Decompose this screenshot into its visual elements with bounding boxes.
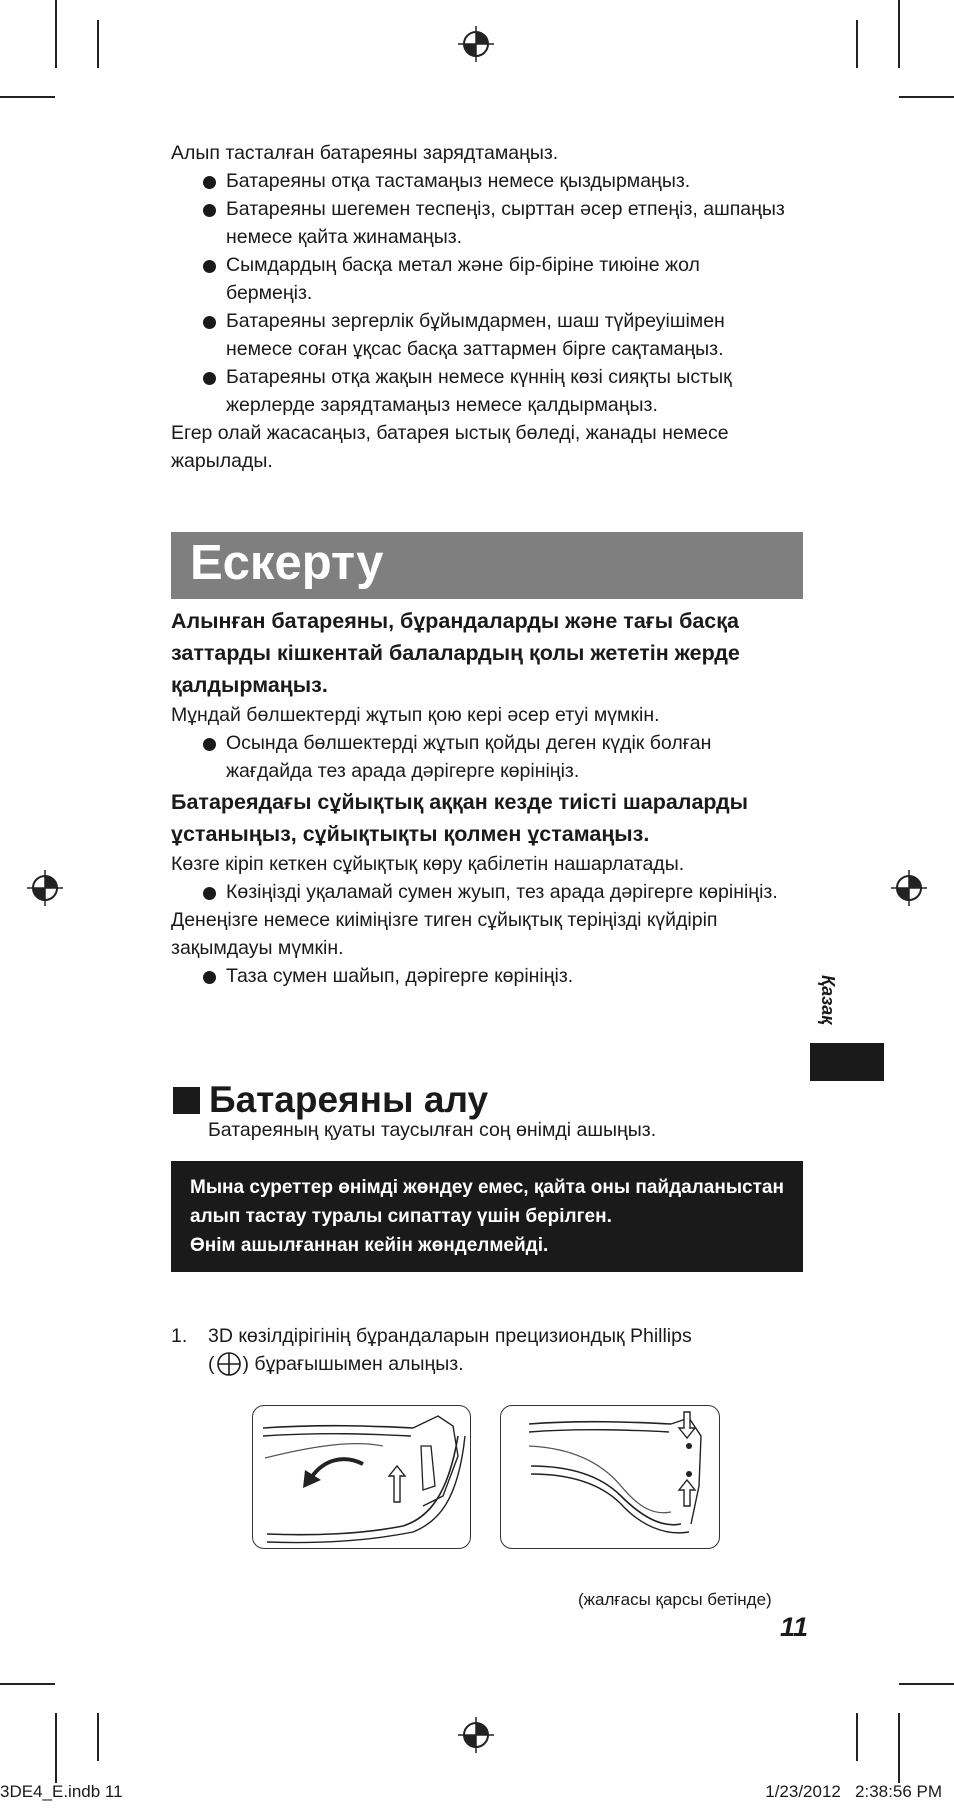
crop-mark — [856, 20, 858, 68]
list-item — [171, 195, 803, 251]
crop-mark — [899, 1683, 954, 1685]
warning-subheading: Батареядағы сұйықтық аққан кезде тиісті шараларды ұстаныңыз, сұйықтықты қолмен ұстамаңыз. — [171, 790, 749, 846]
registration-mark-icon — [891, 870, 927, 906]
page-number: 11 — [780, 1612, 809, 1642]
bullet-icon — [203, 176, 216, 189]
crop-mark — [0, 1683, 55, 1685]
step-1 — [171, 1322, 811, 1378]
step-paren: ( — [208, 1353, 215, 1375]
bullet-icon — [203, 738, 216, 751]
list-item — [171, 363, 803, 419]
list-item — [171, 878, 803, 906]
crop-mark — [898, 1713, 900, 1783]
list-item — [171, 729, 803, 785]
footer-timestamp: 1/23/2012 2:38:56 PM — [765, 1782, 942, 1801]
glasses-screw-location-illustration — [501, 1406, 719, 1548]
list-item-text: Батареяны зергерлік бұйымдармен, шаш түйреуішімен немесе соған ұқсас басқа заттармен бірге сақтамаңыз. — [226, 310, 725, 360]
figure-right — [500, 1405, 720, 1549]
intro-line: Алып тасталған батареяны зарядтамаңыз. — [171, 142, 559, 164]
warning-subheading: Алынған батареяны, бұрандаларды және тағы басқа заттарды кішкентай балалардың қолы жететін жерде қалдырмаңыз. — [171, 609, 740, 697]
bullet-icon — [203, 372, 216, 385]
figure-left — [252, 1405, 471, 1549]
crop-mark — [55, 1713, 57, 1783]
list-item-text: Көзіңізді уқаламай сумен жуып, тез арада дәрігерге көрініңіз. — [226, 881, 778, 903]
intro-outro: Егер олай жасасаңыз, батарея ыстық бөледі, жанады немесе жарылады. — [171, 422, 729, 472]
list-item — [171, 962, 803, 990]
bullet-icon — [203, 316, 216, 329]
registration-mark-icon — [27, 870, 63, 906]
list-item-text: Сымдардың басқа метал және бір-біріне тиюіне жол бермеңіз. — [226, 254, 700, 304]
crop-mark — [0, 96, 55, 98]
registration-mark-icon — [458, 26, 494, 62]
bullet-icon — [203, 971, 216, 984]
list-item-text: Батареяны шегемен теспеңіз, сырттан әсер етпеңіз, ашпаңыз немесе қайта жинамаңыз. — [226, 198, 785, 248]
list-item — [171, 251, 803, 307]
phillips-screwdriver-icon — [216, 1351, 242, 1377]
continued-note: (жалғасы қарсы бетінде) — [578, 1590, 772, 1609]
intro-section — [171, 139, 803, 475]
warning-text: Мұндай бөлшектерді жұтып қою кері әсер етуі мүмкін. — [171, 704, 660, 726]
warning-text: Денеңізге немесе киіміңізге тиген сұйықтық теріңізді күйдіріп зақымдауы мүмкін. — [171, 909, 718, 959]
crop-mark — [97, 1713, 99, 1761]
crop-mark — [55, 0, 57, 68]
warning-heading: Ескерту — [171, 532, 803, 599]
list-item-text: Батареяны отқа жақын немесе күннің көзі сияқты ыстық жерлерде зарядтамаңыз немесе қалдырмаңыз. — [226, 366, 732, 416]
language-tab-label: Қазақ — [818, 975, 838, 1025]
removal-title: Батареяны алу — [209, 1079, 489, 1120]
list-item — [171, 167, 803, 195]
crop-mark — [898, 0, 900, 68]
language-tab-marker — [810, 1043, 884, 1081]
notice-box — [171, 1161, 803, 1272]
crop-mark — [856, 1713, 858, 1761]
square-bullet-icon — [173, 1087, 200, 1114]
bullet-icon — [203, 887, 216, 900]
notice-line: Мына суреттер өнімді жөндеу емес, қайта оны пайдаланыстан алып тастау туралы сипаттау үшін берілген. — [190, 1177, 784, 1227]
crop-mark — [97, 20, 99, 68]
removal-subtitle: Батареяның қуаты таусылған соң өнімді ашыңыз. — [208, 1119, 657, 1141]
list-item-text: Таза сумен шайып, дәрігерге көрініңіз. — [226, 965, 574, 987]
crop-mark — [899, 96, 954, 98]
notice-line: Өнім ашылғаннан кейін жөнделмейді. — [190, 1235, 549, 1256]
glasses-screw-removal-illustration — [253, 1406, 470, 1548]
step-text: 3D көзілдірігінің бұрандаларын прецизиондық Phillips — [208, 1325, 692, 1347]
warning-text: Көзге кіріп кеткен сұйықтық көру қабілетін нашарлатады. — [171, 853, 685, 875]
registration-mark-icon — [458, 1717, 494, 1753]
warning-section — [171, 605, 803, 990]
step-text: ) бұрағышымен алыңыз. — [242, 1353, 464, 1375]
step-number: 1. — [171, 1325, 188, 1347]
bullet-icon — [203, 204, 216, 217]
list-item — [171, 307, 803, 363]
footer-file: 3DE4_E.indb 11 — [0, 1782, 123, 1801]
bullet-icon — [203, 260, 216, 273]
list-item-text: Осында бөлшектерді жұтып қойды деген күдік болған жағдайда тез арада дәрігерге көрініңіз. — [226, 732, 712, 782]
list-item-text: Батареяны отқа тастамаңыз немесе қыздырмаңыз. — [226, 170, 691, 192]
